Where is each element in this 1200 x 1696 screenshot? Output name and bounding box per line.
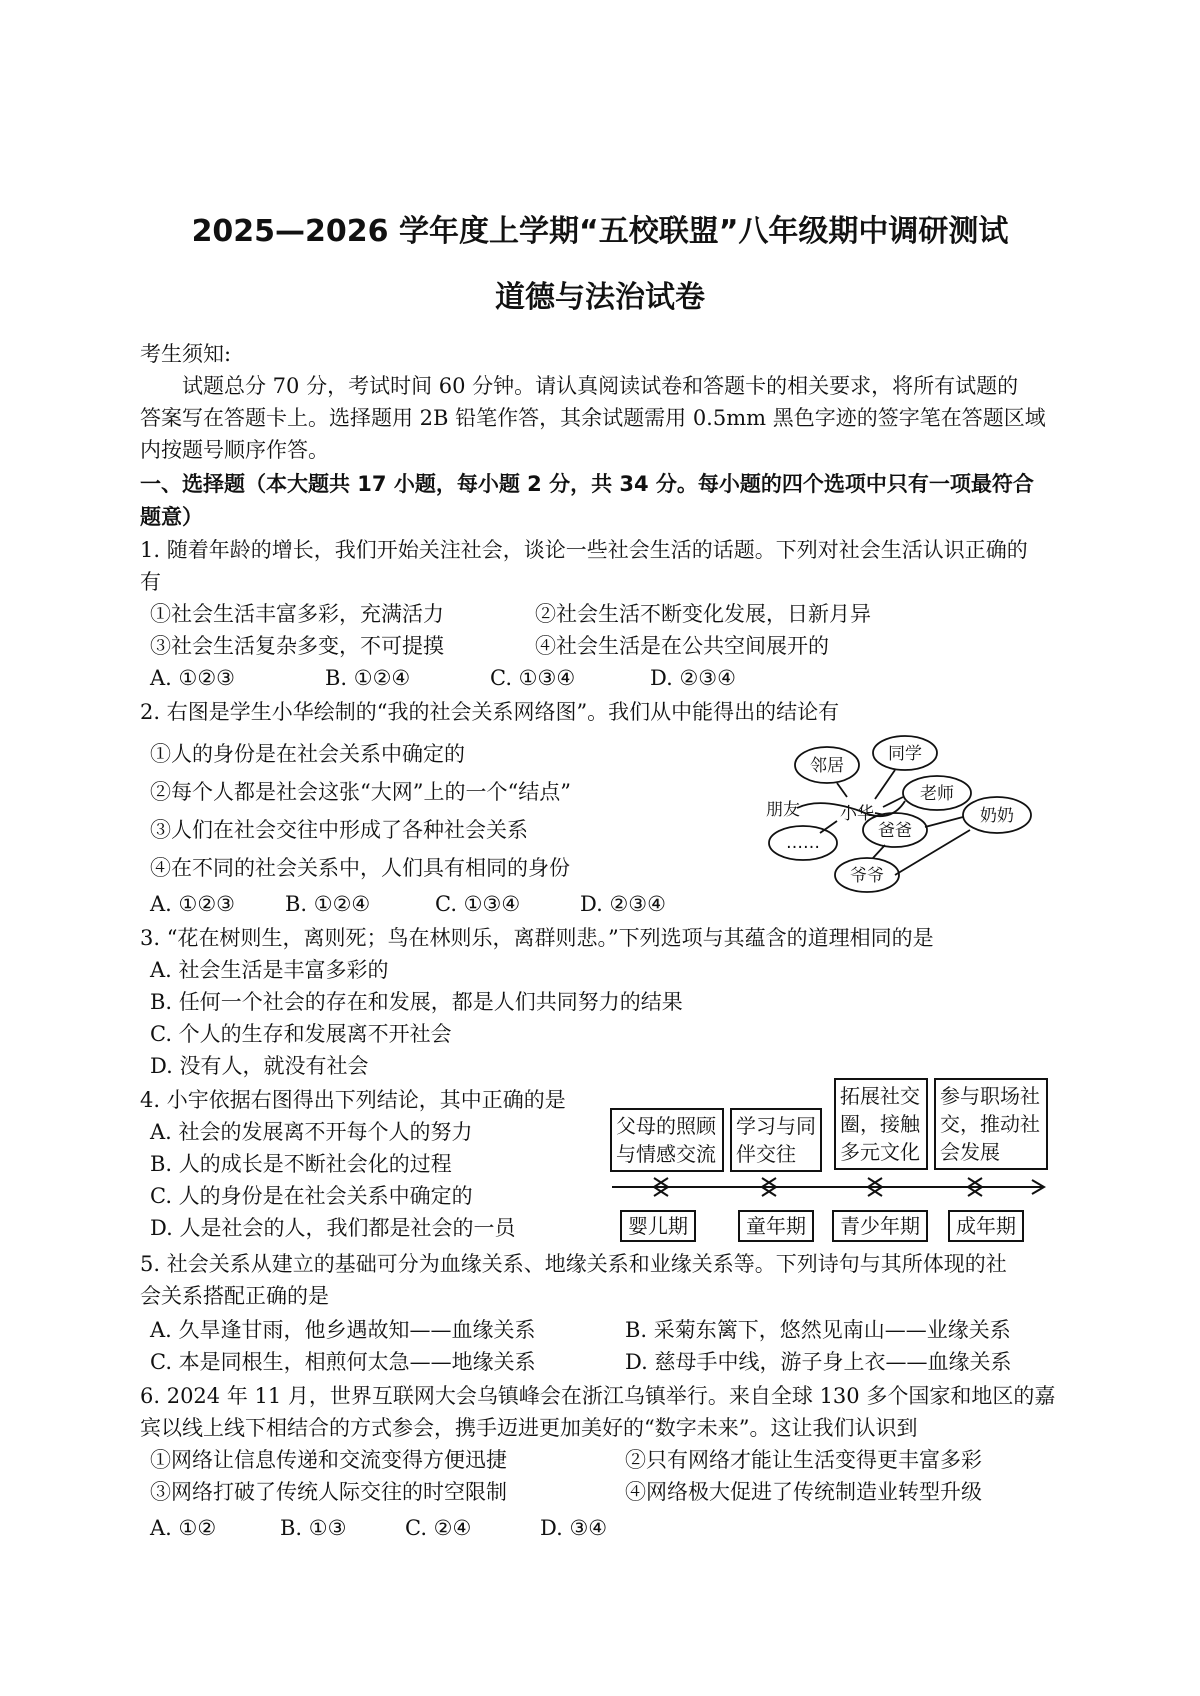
label-dad: 爸爸 — [878, 821, 912, 841]
stage-label-adult: 成年期 — [948, 1210, 1024, 1242]
q5-stem: 5. 社会关系从建立的基础可分为血缘关系、地缘关系和业缘关系等。下列诗句与其所体现的社 — [140, 1252, 1007, 1276]
q5-option-b: B. 采菊东篱下，悠然见南山——业缘关系 — [625, 1318, 1011, 1342]
stage-box-child — [730, 1108, 822, 1172]
q3-option-b: B. 任何一个社会的存在和发展，都是人们共同努力的结果 — [150, 990, 683, 1014]
q1-statement-3: ③社会生活复杂多变，不可提摸 — [150, 634, 444, 658]
q6-option-b: B. ①③ — [280, 1516, 347, 1540]
label-center: 小华 — [840, 804, 874, 824]
label-classmate: 同学 — [888, 744, 922, 764]
timeline-arrow — [610, 1172, 1050, 1202]
box-line: 拓展社交 — [840, 1084, 920, 1108]
q6-option-c: C. ②④ — [405, 1516, 472, 1540]
relationship-network-diagram — [765, 735, 1035, 900]
box-line: 学习与同 — [736, 1114, 816, 1138]
q6-option-a: A. ①② — [150, 1516, 217, 1540]
q6-statement-1: ①网络让信息传递和交流变得方便迅捷 — [150, 1448, 507, 1472]
q4-option-c: C. 人的身份是在社会关系中确定的 — [150, 1184, 473, 1208]
label-grandma: 奶奶 — [980, 806, 1014, 826]
q1-stem-cont: 有 — [140, 570, 161, 594]
stage-box-adult — [934, 1078, 1048, 1170]
q2-stem: 2. 右图是学生小华绘制的“我的社会关系网络图”。我们从中能得出的结论有 — [140, 700, 840, 724]
notice-line: 内按题号顺序作答。 — [140, 438, 329, 462]
q2-option-c: C. ①③④ — [435, 892, 521, 916]
q5-option-c: C. 本是同根生，相煎何太急——地缘关系 — [150, 1350, 536, 1374]
q5-option-d: D. 慈母手中线，游子身上衣——血缘关系 — [625, 1350, 1012, 1374]
q1-option-d: D. ②③④ — [650, 666, 736, 690]
exam-subtitle: 道德与法治试卷 — [495, 280, 705, 315]
box-line: 会发展 — [940, 1140, 1000, 1164]
label-friend: 朋友 — [766, 800, 800, 820]
q1-option-a: A. ①②③ — [150, 666, 235, 690]
box-line: 父母的照顾 — [616, 1114, 716, 1138]
notice-line: 试题总分 70 分，考试时间 60 分钟。请认真阅读试卷和答题卡的相关要求，将所有试题的 — [182, 374, 1019, 398]
q1-stem: 1. 随着年龄的增长，我们开始关注社会，谈论一些社会生活的话题。下列对社会生活认识正确的 — [140, 538, 1028, 562]
notice-line: 答案写在答题卡上。选择题用 2B 铅笔作答，其余试题需用 0.5mm 黑色字迹的签字笔在答题区域 — [140, 406, 1046, 430]
exam-title: 2025—2026 学年度上学期“五校联盟”八年级期中调研测试 — [191, 214, 1009, 249]
box-line: 与情感交流 — [616, 1142, 716, 1166]
q4-option-d: D. 人是社会的人，我们都是社会的一员 — [150, 1216, 516, 1240]
q6-statement-2: ②只有网络才能让生活变得更丰富多彩 — [625, 1448, 982, 1472]
stage-label-teen: 青少年期 — [832, 1210, 928, 1242]
q4-option-a: A. 社会的发展离不开每个人的努力 — [150, 1120, 473, 1144]
q4-stem: 4. 小宇依据右图得出下列结论，其中正确的是 — [140, 1088, 566, 1112]
q5-option-a: A. 久旱逢甘雨，他乡遇故知——血缘关系 — [150, 1318, 536, 1342]
q6-stem-cont: 宾以线上线下相结合的方式参会，携手迈进更加美好的“数字未来”。这让我们认识到 — [140, 1416, 918, 1440]
box-line: 圈，接触 — [840, 1112, 920, 1136]
stage-label-infant: 婴儿期 — [620, 1210, 696, 1242]
box-line: 交，推动社 — [940, 1112, 1040, 1136]
stage-box-teen — [834, 1078, 928, 1170]
growth-timeline-figure — [610, 1076, 1050, 1246]
section-heading: 一、选择题（本大题共 17 小题，每小题 2 分，共 34 分。每小题的四个选项中只有一项最符合 — [140, 472, 1034, 496]
q2-option-b: B. ①②④ — [285, 892, 371, 916]
q3-option-c: C. 个人的生存和发展离不开社会 — [150, 1022, 452, 1046]
q2-option-a: A. ①②③ — [150, 892, 235, 916]
box-line: 伴交往 — [736, 1142, 796, 1166]
q1-option-b: B. ①②④ — [325, 666, 411, 690]
q1-statement-4: ④社会生活是在公共空间展开的 — [535, 634, 829, 658]
label-teacher: 老师 — [920, 784, 954, 804]
stage-box-infant — [610, 1108, 724, 1172]
stage-label-child: 童年期 — [738, 1210, 814, 1242]
q6-statement-4: ④网络极大促进了传统制造业转型升级 — [625, 1480, 982, 1504]
label-etc: …… — [786, 833, 820, 853]
q2-statement-3: ③人们在社会交往中形成了各种社会关系 — [150, 818, 528, 842]
section-heading-cont: 题意） — [140, 505, 203, 529]
q3-option-a: A. 社会生活是丰富多彩的 — [150, 958, 389, 982]
q6-statement-3: ③网络打破了传统人际交往的时空限制 — [150, 1480, 507, 1504]
q6-option-d: D. ③④ — [540, 1516, 608, 1540]
notice-text — [140, 370, 1068, 466]
q3-option-d: D. 没有人，就没有社会 — [150, 1054, 369, 1078]
q1-option-c: C. ①③④ — [490, 666, 576, 690]
q5-stem-cont: 会关系搭配正确的是 — [140, 1284, 329, 1308]
q1-statement-2: ②社会生活不断变化发展，日新月异 — [535, 602, 871, 626]
label-grandpa: 爷爷 — [850, 866, 884, 886]
q1-statement-1: ①社会生活丰富多彩，充满活力 — [150, 602, 444, 626]
box-line: 参与职场社 — [940, 1084, 1040, 1108]
notice-label: 考生须知: — [140, 342, 232, 366]
label-neighbor: 邻居 — [810, 756, 844, 776]
q2-statement-4: ④在不同的社会关系中，人们具有相同的身份 — [150, 856, 570, 880]
q3-stem: 3. “花在树则生，离则死；鸟在林则乐，离群则悲。”下列选项与其蕴含的道理相同的是 — [140, 926, 934, 950]
box-line: 多元文化 — [840, 1140, 920, 1164]
q4-option-b: B. 人的成长是不断社会化的过程 — [150, 1152, 452, 1176]
q2-statement-2: ②每个人都是社会这张“大网”上的一个“结点” — [150, 780, 571, 804]
q2-statement-1: ①人的身份是在社会关系中确定的 — [150, 742, 465, 766]
q6-stem: 6. 2024 年 11 月，世界互联网大会乌镇峰会在浙江乌镇举行。来自全球 130 多个国家和地区的嘉 — [140, 1384, 1056, 1408]
q2-option-d: D. ②③④ — [580, 892, 666, 916]
